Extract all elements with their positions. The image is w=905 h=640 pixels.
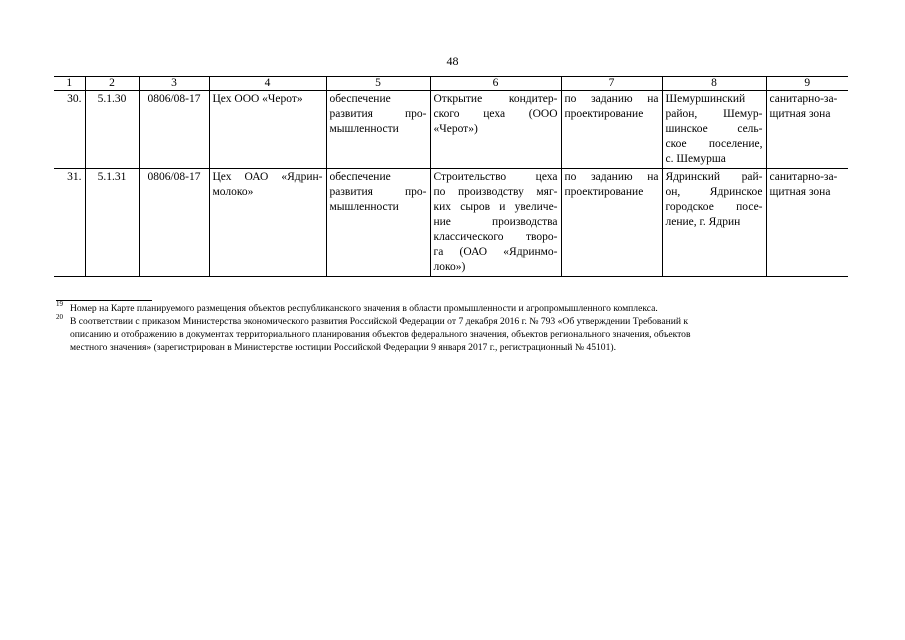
cell-number: 31.	[54, 169, 85, 277]
cell-line: по заданию на	[564, 93, 659, 105]
footnote	[56, 302, 848, 315]
cell-line: га (ОАО «Ядринмо-	[433, 246, 558, 258]
cell-location	[662, 169, 766, 277]
cell-status	[561, 91, 662, 169]
page-number: 48	[446, 54, 459, 68]
cell-line: классического творо-	[433, 231, 558, 243]
column-header: 7	[561, 77, 662, 91]
cell-line: щитная зона	[769, 108, 831, 120]
cell-description	[430, 169, 561, 277]
cell-line: Цех ООО «Черот»	[212, 93, 303, 105]
cell-line: ское поселение,	[665, 138, 763, 150]
footnote-line: местного значения» (зарегистрирован в Министерстве юстиции Российской Федерации 9 января 2017 г., регистрационный № 45101).	[70, 342, 616, 353]
cell-zone	[766, 169, 848, 277]
column-header: 3	[139, 77, 209, 91]
cell-line: шинское сель-	[665, 123, 763, 135]
cell-line: проектирование	[564, 108, 644, 120]
cell-zone	[766, 91, 848, 169]
column-header: 1	[54, 77, 85, 91]
cell-line: санитарно-за-	[769, 171, 838, 183]
cell-object-name	[209, 169, 326, 277]
footnote	[56, 315, 848, 354]
cell-line: по заданию на	[564, 171, 659, 183]
cell-line: Открытие кондитер-	[433, 93, 558, 105]
footnote-line: Номер на Карте планируемого размещения объектов республиканского значения в области промышленности и агропромышленного комплекса.	[70, 303, 658, 314]
cell-id: 0806/08-17	[139, 169, 209, 277]
cell-number: 30.	[54, 91, 85, 169]
cell-line: обеспечение	[329, 93, 391, 105]
cell-id: 0806/08-17	[139, 91, 209, 169]
cell-line: мышленности	[329, 201, 399, 213]
cell-line: проектирование	[564, 186, 644, 198]
cell-line: ление, г. Ядрин	[665, 216, 741, 228]
cell-status	[561, 169, 662, 277]
cell-purpose	[326, 169, 430, 277]
cell-code: 5.1.31	[85, 169, 139, 277]
cell-line: санитарно-за-	[769, 93, 838, 105]
footnote-separator	[56, 300, 152, 301]
cell-line: ского цеха (ООО	[433, 108, 558, 120]
objects-table	[54, 76, 848, 277]
column-header: 6	[430, 77, 561, 91]
cell-line: Ядринский рай-	[665, 171, 763, 183]
cell-line: локо»)	[433, 261, 466, 273]
cell-line: по производству мяг-	[433, 186, 558, 198]
column-header: 4	[209, 77, 326, 91]
cell-line: Шемуршинский	[665, 93, 746, 105]
cell-line: городское посе-	[665, 201, 763, 213]
footnote-mark: 19	[56, 300, 63, 308]
cell-object-name	[209, 91, 326, 169]
cell-line: развития про-	[329, 186, 427, 198]
cell-line: район, Шемур-	[665, 108, 763, 120]
cell-purpose	[326, 91, 430, 169]
footnote-line: В соответствии с приказом Министерства экономического развития Российской Федерации от 7 декабря 2016 г. № 793 «Об утверждении Требований к	[70, 316, 689, 327]
column-header: 2	[85, 77, 139, 91]
footnotes	[56, 302, 848, 354]
footnote-mark: 20	[56, 313, 63, 321]
table-body	[54, 77, 848, 277]
cell-line: с. Шемурша	[665, 153, 726, 165]
table-row	[54, 91, 848, 169]
column-header: 9	[766, 77, 848, 91]
cell-line: ние производства	[433, 216, 558, 228]
cell-line: молоко»	[212, 186, 254, 198]
table-header-row	[54, 77, 848, 91]
column-header: 8	[662, 77, 766, 91]
table-row	[54, 169, 848, 277]
cell-line: щитная зона	[769, 186, 831, 198]
cell-location	[662, 91, 766, 169]
footnote-line: описанию и отображению в документах территориального планирования объектов федерального значения, объектов регионального значения, объектов	[70, 329, 691, 340]
cell-line: «Черот»)	[433, 123, 478, 135]
cell-line: мышленности	[329, 123, 399, 135]
cell-line: развития про-	[329, 108, 427, 120]
cell-line: обеспечение	[329, 171, 391, 183]
cell-description	[430, 91, 561, 169]
cell-code: 5.1.30	[85, 91, 139, 169]
cell-line: Строительство цеха	[433, 171, 558, 183]
cell-line: ких сыров и увеличе-	[433, 201, 558, 213]
cell-line: он, Ядринское	[665, 186, 763, 198]
column-header: 5	[326, 77, 430, 91]
cell-line: Цех ОАО «Ядрин-	[212, 171, 323, 183]
